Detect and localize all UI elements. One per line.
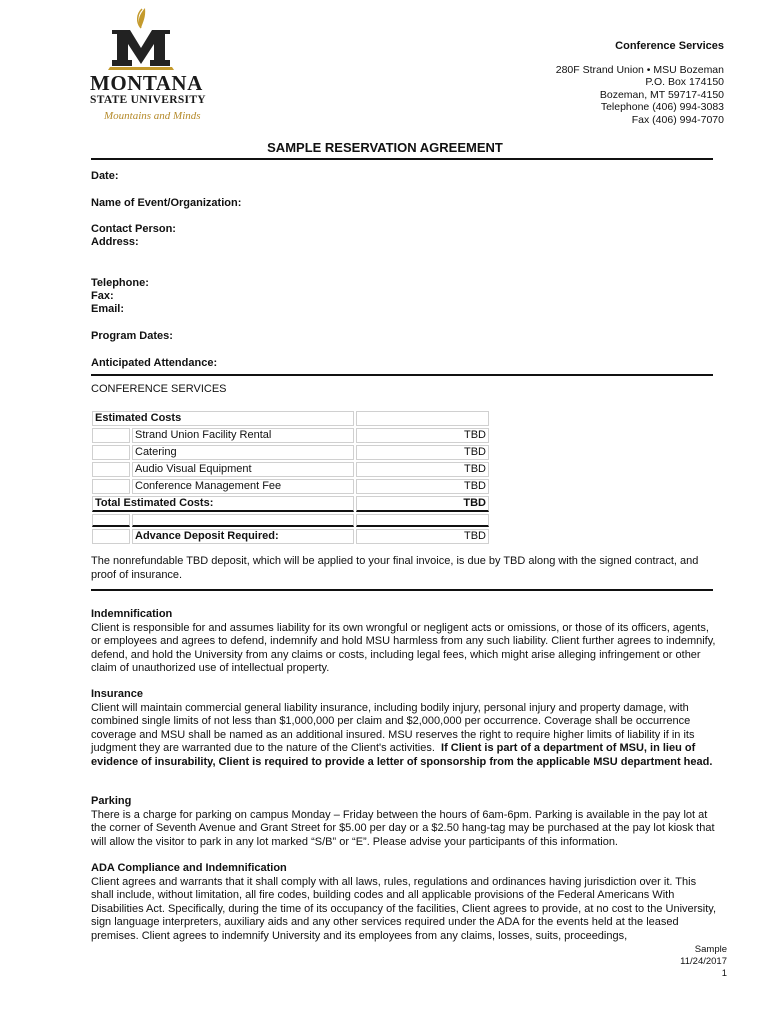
table-row: [92, 445, 489, 460]
costs-header: Estimated Costs: [92, 411, 354, 426]
footer-label: Sample: [694, 944, 727, 955]
divider: [91, 374, 713, 376]
ada-section: [91, 862, 721, 943]
parking-heading: Parking: [91, 795, 132, 807]
insurance-section: [91, 688, 721, 769]
email-label: Email:: [91, 303, 125, 315]
cost-item-label: Conference Management Fee: [132, 479, 354, 494]
cost-item-value: TBD: [356, 462, 489, 477]
office-line: Telephone (406) 994-3083: [600, 101, 724, 113]
table-row: [92, 479, 489, 494]
cost-item-value: TBD: [356, 428, 489, 443]
conference-services-heading: CONFERENCE SERVICES: [91, 383, 227, 395]
date-label: Date:: [91, 170, 119, 182]
attendance-label: Anticipated Attendance:: [91, 357, 218, 369]
cost-item-value: TBD: [356, 479, 489, 494]
divider: [91, 589, 713, 591]
table-row: [92, 514, 489, 527]
page-footer: [680, 944, 727, 980]
office-line: Bozeman, MT 59717-4150: [599, 88, 724, 101]
office-address: [556, 40, 724, 126]
page-title: SAMPLE RESERVATION AGREEMENT: [267, 140, 503, 155]
event-name-label: Name of Event/Organization:: [91, 197, 242, 209]
table-row: [92, 529, 489, 544]
logo-state-university: STATE UNIVERSITY: [90, 94, 206, 106]
contact-person-label: Contact Person:: [91, 223, 176, 235]
footer-date: 11/24/2017: [680, 956, 727, 967]
cost-item-label: Catering: [132, 445, 354, 460]
insurance-bold-text: If Client is part of a department of MSU, in lieu of evidence of insurability, Client is required to provide a letter of sponsorship from the applicable MSU department head.: [91, 742, 713, 768]
total-costs-value: TBD: [356, 496, 489, 512]
telephone-label: Telephone:: [91, 277, 149, 289]
cost-item-label: Audio Visual Equipment: [132, 462, 354, 477]
office-line: 280F Strand Union • MSU Bozeman: [555, 63, 724, 76]
office-line: P.O. Box 174150: [645, 76, 724, 88]
program-dates-label: Program Dates:: [91, 330, 173, 342]
table-row: [92, 411, 489, 426]
deposit-value: TBD: [356, 529, 489, 544]
indemnification-section: [91, 608, 721, 676]
divider: [91, 158, 713, 160]
indemnification-text: Client is responsible for and assumes liability for its own wrongful or negligent acts or omissions, or those of its officers, agents, or employees and agrees to defend, indemnify and hold MSU harmless from any such liability. Client further agrees to indemnify, defend, and hold the University from any claims or costs, including legal fees, which might arise alleging infringement or other claim of unauthorized use of intellectual property.: [91, 621, 716, 674]
address-label: Address:: [91, 236, 139, 248]
fax-label: Fax:: [91, 290, 114, 302]
cost-item-value: TBD: [356, 445, 489, 460]
ada-text: Client agrees and warrants that it shall comply with all laws, rules, regulations and ordinances having jurisdiction over it. This shall include, without limitation, all fire codes, building codes and all applicable provisions of the Federal Americans With Disabilities Act. Specifically, during the time of its occupancy of the facilities, Client agrees to provide, at no cost to the University, sign language interpreters, auxiliary aids and any other services required under the ADA for the events held at the leased premises. Client agrees to indemnify University and its employees from any claims, losses, suits, proceedings,: [91, 875, 717, 942]
parking-section: [91, 795, 721, 849]
cost-item-label: Strand Union Facility Rental: [132, 428, 354, 443]
indemnification-heading: Indemnification: [91, 608, 173, 620]
insurance-text: Client will maintain commercial general liability insurance, including bodily injury, personal injury and property damage, with combined single limits of not less than $1,000,000 per claim and $2,000,000 per occurrence. Coverage shall be occurrence coverage and MSU shall be named as an additional insured. MSU reserves the right to require higher limits of liability if in its judgment they are warranted due to the nature of the Client's activities.: [91, 701, 695, 754]
page-number: 1: [721, 968, 727, 979]
deposit-label: Advance Deposit Required:: [132, 529, 354, 544]
estimated-costs-table: [90, 409, 491, 546]
logo-montana: MONTANA: [90, 71, 203, 95]
insurance-heading: Insurance: [91, 688, 143, 700]
parking-text: There is a charge for parking on campus Monday – Friday between the hours of 6am-6pm. Parking is available in the pay lot at the corner of Seventh Avenue and Grant Street for $5.00 per day or a $2.50 hang-tag may be purchased at the pay lot kiosk that will allow the visitor to park in any lot marked “S/B” or “E”. Please advise your participants of this information.: [91, 808, 715, 848]
ada-heading: ADA Compliance and Indemnification: [91, 862, 287, 874]
table-row: [92, 428, 489, 443]
msu-m-mark-icon: [108, 8, 174, 70]
table-row: [92, 462, 489, 477]
table-row: [92, 496, 489, 512]
msu-logo: [90, 8, 230, 122]
office-line: Fax (406) 994-7070: [631, 113, 724, 126]
office-name: Conference Services: [615, 40, 724, 52]
deposit-note: The nonrefundable TBD deposit, which will be applied to your final invoice, is due by TBD along with the signed contract, and proof of insurance.: [91, 555, 699, 581]
logo-tagline: Mountains and Minds: [104, 110, 201, 122]
total-costs-label: Total Estimated Costs:: [92, 496, 354, 512]
